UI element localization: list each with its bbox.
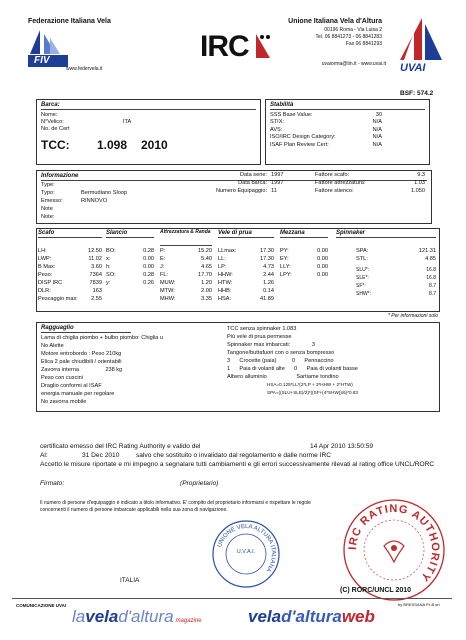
barca-label: Nome:	[41, 111, 58, 118]
info-value: Bermudiano Sloop	[81, 190, 128, 196]
attrezzatura-label: E:	[160, 256, 166, 262]
scafo-value: 11.02	[88, 255, 102, 262]
scafo-row	[38, 280, 102, 288]
spinnaker-value: 4.85	[425, 255, 436, 262]
bsf-value: BSF: 574.2	[400, 90, 434, 97]
uvai-address-1: 00196 Roma - Via Luisa 2	[324, 27, 382, 33]
slancio-row	[106, 256, 154, 264]
barca-title: Barca:	[41, 102, 256, 110]
irc-logo	[196, 30, 276, 64]
info-label: Data barca:	[238, 180, 267, 186]
info-row	[187, 188, 297, 196]
info-row	[315, 180, 427, 188]
mezzana-row	[280, 272, 328, 280]
stabilita-label: AVS:	[270, 126, 283, 133]
tcc-row	[41, 139, 256, 153]
attrezzatura-title: Attrezzatura & Randa	[160, 230, 212, 246]
barca-row-velico	[41, 119, 256, 126]
firmato-row	[40, 480, 440, 492]
spinnaker-row	[336, 276, 436, 284]
uvai-stamp	[210, 518, 282, 590]
slancio-row	[106, 280, 154, 288]
attrezzatura-row	[160, 280, 212, 288]
info-label: Type:	[41, 182, 55, 188]
info-row	[187, 172, 297, 180]
info-row	[315, 188, 427, 196]
vele-prua-section	[218, 230, 274, 304]
irc-logo-text: IRC	[200, 30, 249, 63]
attrezzatura-label: MTW:	[160, 288, 175, 294]
attrezzatura-row	[160, 256, 212, 264]
vele-prua-row	[218, 256, 274, 264]
scafo-label: B Max:	[38, 263, 56, 270]
brand1-magazine: magazine	[175, 618, 202, 624]
slancio-section	[106, 230, 154, 288]
stabilita-value: N/A	[372, 126, 382, 133]
bottom-bar	[12, 598, 452, 630]
spinnaker-row	[336, 256, 436, 264]
mezzana-section	[280, 230, 328, 280]
printer-credit: by BRESSANA P.LB.srl	[398, 602, 440, 607]
scafo-row	[38, 288, 102, 296]
uvai-sail-icon	[392, 16, 446, 64]
ragguaglio-line: Peso con cuscini	[41, 375, 83, 381]
informazione-left	[41, 182, 181, 222]
slancio-row	[106, 272, 154, 280]
ragguaglio-line: Draglio conformi al ISAF	[41, 383, 102, 389]
stabilita-box	[265, 99, 430, 165]
ragguaglio-line: No Alette	[41, 343, 64, 349]
stabilita-value: N/A	[372, 119, 382, 126]
irc-stamp-ring-text: IRC RATING AUTHORITY	[346, 502, 442, 584]
scafo-row	[38, 296, 102, 304]
attrezzatura-value: 17.70	[198, 272, 212, 278]
small-print: Il numero di persone d'equipaggio è indicato a titolo informativo. E' compito del proprietario informarsi e rispettare le regole concernenti il numero di persone imbarcate applicabili nella sua zona di navigazione.	[40, 500, 311, 513]
spinnaker-label: SLU*:	[356, 266, 370, 273]
mezzana-row	[280, 256, 328, 264]
informazione-title: Informazione	[41, 173, 427, 181]
slancio-label: x:	[106, 255, 111, 262]
vele-prua-label: LP:	[218, 263, 227, 270]
slancio-label: BO:	[106, 247, 116, 254]
ragguaglio-line: Lama di chiglia piombo + bulbo piombo: Chiglia u	[41, 335, 164, 341]
attrezzatura-label: J:	[160, 264, 165, 270]
barca-value: ITA	[123, 118, 132, 125]
attrezzatura-value: 1.20	[201, 280, 212, 286]
scafo-row	[38, 248, 102, 256]
info-label: Data serie:	[239, 172, 267, 178]
vele-prua-label: HHB:	[218, 287, 232, 294]
spinnaker-value: 16.8	[426, 266, 436, 273]
info-label: Note	[41, 206, 53, 212]
info-label: Fattore stienco:	[315, 188, 354, 194]
info-label: Typo:	[41, 190, 55, 196]
info-note: * Per informazioni solo	[387, 313, 438, 319]
info-value: 11	[271, 188, 277, 194]
info-label: Numero Equipaggio:	[216, 188, 267, 194]
informazione-right	[315, 172, 427, 196]
ragguaglio-line: energia manuale per regolare	[41, 391, 115, 397]
comunicazione-label: COMUNICAZIONE UVAI	[16, 603, 67, 608]
uvai-header-title: Unione Italiana Vela d'Altura	[288, 18, 382, 25]
barca-label: No. de Cert	[41, 125, 70, 132]
spinnaker-row	[336, 268, 436, 276]
spinnaker-label: SLE*:	[356, 274, 369, 281]
brand2-web: web	[341, 607, 375, 626]
vele-prua-value: 17.30	[260, 255, 274, 262]
ragguaglio-title: Ragguaglio	[41, 325, 131, 333]
slancio-value: 0.26	[143, 279, 154, 286]
stabilita-row	[270, 134, 425, 142]
barca-box	[36, 99, 261, 165]
vele-prua-value: 2.44	[263, 271, 274, 278]
vele-prua-value: 41.89	[260, 295, 274, 302]
stabilita-label: STIX:	[270, 119, 284, 126]
info-label: Fattore scafo:	[315, 172, 350, 178]
tcc-year: 2010	[141, 137, 168, 152]
vele-prua-row	[218, 272, 274, 280]
uvai-logo	[392, 16, 446, 76]
scafo-section	[38, 230, 102, 304]
mezzana-value: 0.00	[317, 247, 328, 254]
ragguaglio-line: 3 Crocette (paia) 0 Pennaccino	[227, 358, 334, 364]
barca-label: N°Velico:	[41, 118, 64, 125]
vele-prua-label: HHW:	[218, 271, 233, 278]
mezzana-value: 0.00	[317, 271, 328, 278]
brand1-vela: vela	[85, 607, 119, 626]
attrezzatura-value: 2.00	[201, 288, 212, 294]
info-row	[41, 198, 181, 206]
attrezzatura-row	[160, 248, 212, 256]
info-label: Emesso:	[41, 198, 63, 204]
info-row	[315, 172, 427, 180]
italia-label: ITALIA	[120, 577, 140, 584]
scafo-label: DISP IRC	[38, 279, 63, 286]
scafo-value: 7364	[89, 271, 102, 278]
slancio-label: y:	[106, 279, 111, 286]
attrezzatura-label: MUW:	[160, 280, 176, 286]
info-value: RINNOVO	[81, 198, 108, 204]
al-label: Al:	[40, 452, 48, 459]
attrezzatura-label: P:	[160, 248, 166, 254]
vele-prua-row	[218, 296, 274, 304]
irc-sail-icon	[252, 32, 274, 62]
brand2-vela: vela	[248, 607, 282, 626]
info-row	[41, 190, 181, 198]
info-label: Note:	[41, 214, 55, 220]
spinnaker-label: SPA:	[356, 247, 369, 254]
scafo-label: LH:	[38, 247, 47, 254]
scafo-value: 7839	[89, 279, 102, 286]
mezzana-value: 0.00	[317, 263, 328, 270]
attrezzatura-value: 3.35	[201, 296, 212, 302]
scafo-title: Scafo	[38, 230, 102, 238]
scafo-label: Peso:	[38, 271, 53, 278]
vele-prua-title: Vele di prua	[218, 230, 274, 238]
ragguaglio-right	[227, 326, 437, 398]
vele-prua-row	[218, 248, 274, 256]
ragguaglio-line: Zavorra interna 238 kg	[41, 367, 123, 373]
spinnaker-label: SF*:	[356, 282, 366, 289]
fiv-header-title: Federazione Italiana Vela	[28, 18, 111, 25]
vele-prua-label: HTW:	[218, 279, 233, 286]
stabilita-value: 30	[375, 111, 382, 118]
mezzana-title: Mezzana	[280, 230, 328, 238]
vele-prua-value: 17.30	[260, 247, 274, 254]
info-value: 1.03	[414, 180, 425, 186]
ragguaglio-line: Motore entrobordo : Peso 210kg	[41, 351, 122, 357]
attrezzatura-row	[160, 264, 212, 272]
barca-row-cert	[41, 126, 256, 133]
slancio-label: SO:	[106, 271, 116, 278]
ragguaglio-line: Più vele di prua permesse	[227, 334, 292, 340]
spinnaker-value: 121.31	[418, 247, 436, 254]
info-row	[41, 206, 181, 214]
fiv-url-link[interactable]: www.federvela.it	[66, 66, 103, 72]
stabilita-value: N/A	[372, 134, 382, 141]
info-label: Fattore attrezzatura:	[315, 180, 366, 186]
scafo-row	[38, 256, 102, 264]
mezzana-row	[280, 248, 328, 256]
vele-prua-label: HSA:	[218, 295, 232, 302]
ragguaglio-line: No zavorra mobile	[41, 399, 87, 405]
mezzana-row	[280, 264, 328, 272]
attrezzatura-value: 5.40	[201, 256, 212, 262]
scafo-row	[38, 272, 102, 280]
slancio-label: h:	[106, 263, 111, 270]
stabilita-row	[270, 119, 425, 127]
vele-prua-label: LL:	[218, 255, 226, 262]
informazione-box	[36, 170, 432, 224]
spinnaker-section	[336, 230, 436, 300]
mezzana-value: 0.00	[317, 255, 328, 262]
info-row	[41, 182, 181, 190]
ragguaglio-formula-hsa: HSA=0.125*LL*(2*LP + 3*HHW + 2*HTW)	[267, 382, 353, 387]
informazione-middle	[187, 172, 297, 196]
header	[20, 16, 448, 78]
vele-prua-row	[218, 264, 274, 272]
al-row	[40, 452, 440, 461]
proprietario-label: (Proprietario)	[180, 480, 219, 487]
attrezzatura-value: 4.65	[201, 264, 212, 270]
spinnaker-row	[336, 284, 436, 292]
spinnaker-value: 8.7	[429, 290, 436, 297]
vele-prua-value: 4.73	[263, 263, 274, 270]
brand2-daltura: d'altura	[281, 607, 342, 626]
mezzana-label: PY:	[280, 247, 289, 254]
spinnaker-row	[336, 292, 436, 300]
al-date: 31 Dec 2010	[82, 452, 120, 459]
issued-row	[40, 443, 440, 452]
attrezzatura-row	[160, 272, 212, 280]
mezzana-label: EY:	[280, 255, 289, 262]
attrezzatura-value: 15.20	[198, 248, 212, 254]
info-value: 9.3	[417, 172, 425, 178]
scafo-row	[38, 264, 102, 272]
vele-prua-row	[218, 288, 274, 296]
attrezzatura-row	[160, 296, 212, 304]
brand1-daltura: d'altura	[118, 607, 174, 626]
stabilita-row	[270, 142, 425, 150]
vele-prua-value: 1.26	[263, 279, 274, 286]
stabilita-label: ISO/IRC Design Category:	[270, 134, 336, 141]
mezzana-label: LLY:	[280, 263, 291, 270]
slancio-title: Slancio	[106, 230, 154, 238]
ragguaglio-left	[41, 335, 211, 407]
scafo-value: 163	[92, 287, 102, 294]
attrezzatura-label: MHW:	[160, 296, 176, 302]
mezzana-label: LPY:	[280, 271, 292, 278]
spinnaker-row	[336, 248, 436, 256]
attrezzatura-row	[160, 288, 212, 296]
scafo-label: DLR:	[38, 287, 51, 294]
barca-row-nome	[41, 112, 256, 119]
scafo-value: 2.55	[91, 295, 102, 302]
scafo-value: 12.50	[88, 247, 102, 254]
vele-prua-value: 0.14	[263, 287, 274, 294]
svg-text:IRC RATING AUTHORITY	[347, 503, 441, 584]
stabilita-row	[270, 112, 425, 120]
ragguaglio-formula-spa: SPA=((SLU+SLE)/2)*((SF+(4*SHW))/6)*0.83	[267, 390, 358, 395]
copyright: (C) RORC/UNCL 2010	[340, 587, 412, 594]
uvai-email-link[interactable]: uvaiorma@tin.it - www.uvai.it	[321, 61, 386, 67]
slancio-row	[106, 248, 154, 256]
info-value: 1997	[271, 180, 284, 186]
accept-text: Accetto le misure riportate e mi impegno a segnalare tutti cambiamenti e gli errori successivamente rilevati al rating office UNCL/RORC	[40, 461, 435, 468]
tcc-value: 1.098	[97, 137, 128, 152]
spinnaker-value: 8.7	[429, 282, 436, 289]
slancio-value: 0.00	[143, 255, 154, 262]
vele-prua-row	[218, 280, 274, 288]
vele-prua-label: LLmax:	[218, 247, 237, 254]
uvai-stamp-ring-text: UNIONE VELA ALTURA ITALIANA	[216, 523, 277, 573]
firmato-label: Firmato:	[40, 480, 65, 487]
stabilita-title: Stabilità	[270, 102, 425, 110]
tcc-label: TCC:	[41, 137, 70, 152]
fiv-logo-text: FIV	[34, 55, 50, 66]
slancio-row	[106, 264, 154, 272]
ragguaglio-line: Albero alluminio Sartiame tondino	[227, 374, 339, 380]
spinnaker-label: STL:	[356, 255, 368, 262]
fiv-logo	[26, 28, 78, 68]
stabilita-label: ISAF Plan Review Cert:	[270, 141, 329, 148]
stabilita-value: N/A	[372, 141, 382, 148]
spinnaker-label: SHW*:	[356, 290, 371, 297]
spinnaker-title: Spinnaker	[336, 230, 436, 238]
velaltura-magazine-logo	[72, 607, 202, 627]
info-row	[41, 214, 181, 222]
ragguaglio-line: 1 Paia di volanti alte 0 Paia di volanti basse	[227, 366, 358, 372]
uvai-address-2: Tel. 06 8841273 - 06 8841283	[315, 34, 382, 40]
uvai-logo-text: UVAI	[400, 62, 426, 74]
slancio-value: 0.00	[143, 263, 154, 270]
info-value: 1997	[271, 172, 284, 178]
scafo-value: 3.60	[91, 263, 102, 270]
stabilita-label: SSS Base Value:	[270, 111, 313, 118]
ragguaglio-line: Elica 2 pale chiudibili / orientabili	[41, 359, 122, 365]
ragguaglio-box	[36, 322, 440, 412]
issued-label: certificato emesso del IRC Rating Authority e valido del	[40, 443, 201, 450]
info-row	[187, 180, 297, 188]
uvai-stamp-center: U.V.A.I.	[236, 549, 256, 555]
scafo-label: Pescaggio max:	[38, 295, 78, 302]
slancio-value: 0.28	[143, 271, 154, 278]
uvai-address-3: Fax 06 8841293	[345, 41, 382, 47]
slancio-value: 0.28	[143, 247, 154, 254]
ragguaglio-line: Spinnaker max imbarcati: 3	[227, 342, 315, 348]
scafo-label: LWP:	[38, 255, 52, 262]
issued-date: 14 Apr 2010 13:50:59	[310, 443, 374, 450]
ragguaglio-line: TCC senza spinnaker 1.083	[227, 326, 297, 332]
attrezzatura-label: FL:	[160, 272, 169, 278]
attrezzatura-section	[160, 230, 212, 304]
brand1-la: la	[72, 607, 86, 626]
velaltura-web-logo[interactable]	[248, 607, 375, 627]
stabilita-row	[270, 127, 425, 135]
info-value: 1.050	[411, 188, 425, 194]
validity-block	[40, 443, 440, 492]
spinnaker-value: 16.8	[426, 274, 436, 281]
ragguaglio-line: Tangone/buttafuori con o senza bompresso	[227, 350, 335, 356]
al-text: salvo che sostituito o invalidato dal regolamento e dalle norme IRC	[136, 452, 331, 459]
